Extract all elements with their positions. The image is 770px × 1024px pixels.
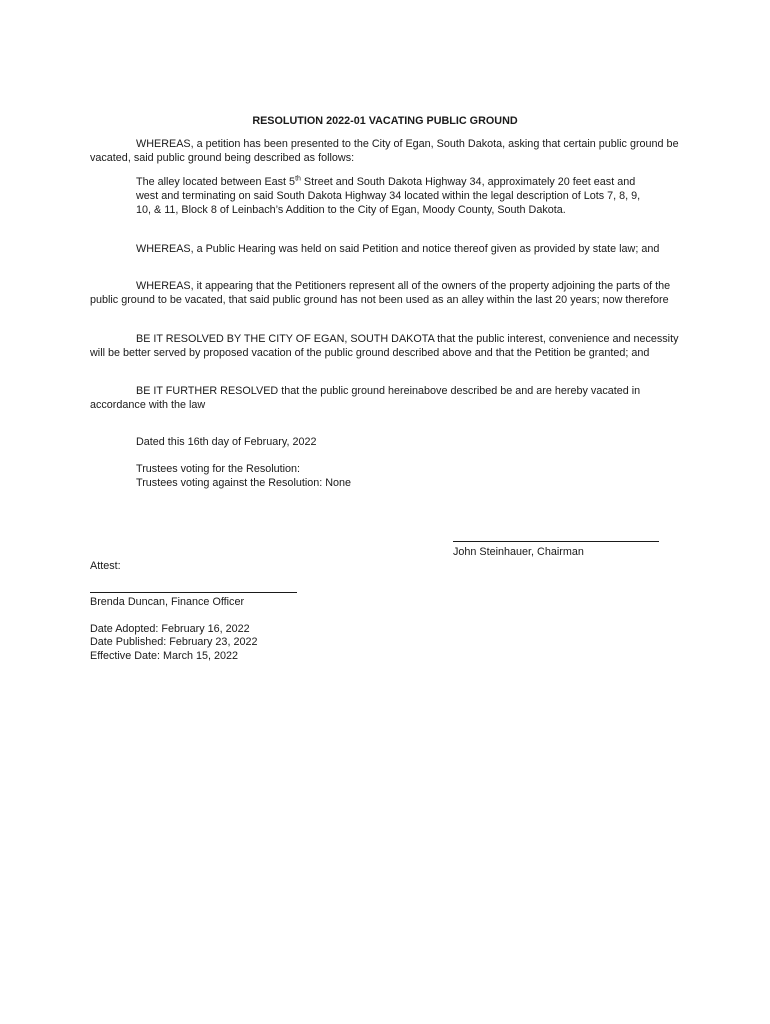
further-resolved-paragraph: BE IT FURTHER RESOLVED that the public ground hereinabove described be and are hereby vacated in accordance with the law (90, 385, 641, 411)
chairman-signature-line (453, 541, 659, 542)
date-adopted: Date Adopted: February 16, 2022 (90, 623, 250, 635)
attest-label: Attest: (90, 560, 121, 572)
resolved-paragraph: BE IT RESOLVED BY THE CITY OF EGAN, SOUTH DAKOTA that the public interest, convenience and necessity will be better served by proposed vacation of the public ground described above and that the Petition be granted; and (90, 333, 679, 359)
finance-officer-signature-line (90, 592, 297, 593)
finance-officer-name: Brenda Duncan, Finance Officer (90, 596, 245, 608)
trustees-against-line: Trustees voting against the Resolution: None (136, 477, 352, 489)
resolution-title: RESOLUTION 2022-01 VACATING PUBLIC GROUND (252, 115, 518, 127)
whereas-hearing-paragraph: WHEREAS, a Public Hearing was held on said Petition and notice thereof given as provided by state law; and (136, 243, 660, 255)
effective-date: Effective Date: March 15, 2022 (90, 650, 239, 662)
whereas-petition-paragraph: WHEREAS, a petition has been presented to the City of Egan, South Dakota, asking that certain public ground be vacated, said public ground being described as follows: (90, 138, 679, 164)
description-ordinal-suffix: th (295, 175, 301, 183)
description-text-start: The alley located between East 5 (136, 176, 296, 188)
property-description (136, 175, 641, 217)
trustees-for-line: Trustees voting for the Resolution: (136, 463, 301, 475)
chairman-name: John Steinhauer, Chairman (453, 546, 584, 558)
description-text-end: Street and South Dakota Highway 34, approximately 20 feet east and west and terminating on said South Dakota Highway 34 located within the legal description of Lots 7, 8, 9, 10, & 11, Block 8 of Leinbach’s Addition to the City of Egan, Moody County, South Dakota. (136, 176, 641, 216)
whereas-petitioners-paragraph: WHEREAS, it appearing that the Petitioners represent all of the owners of the property adjoining the parts of the public ground to be vacated, that said public ground has not been used as an alley within the last 20 years; now therefore (90, 280, 671, 306)
date-published: Date Published: February 23, 2022 (90, 636, 258, 648)
dated-line: Dated this 16th day of February, 2022 (136, 436, 317, 448)
